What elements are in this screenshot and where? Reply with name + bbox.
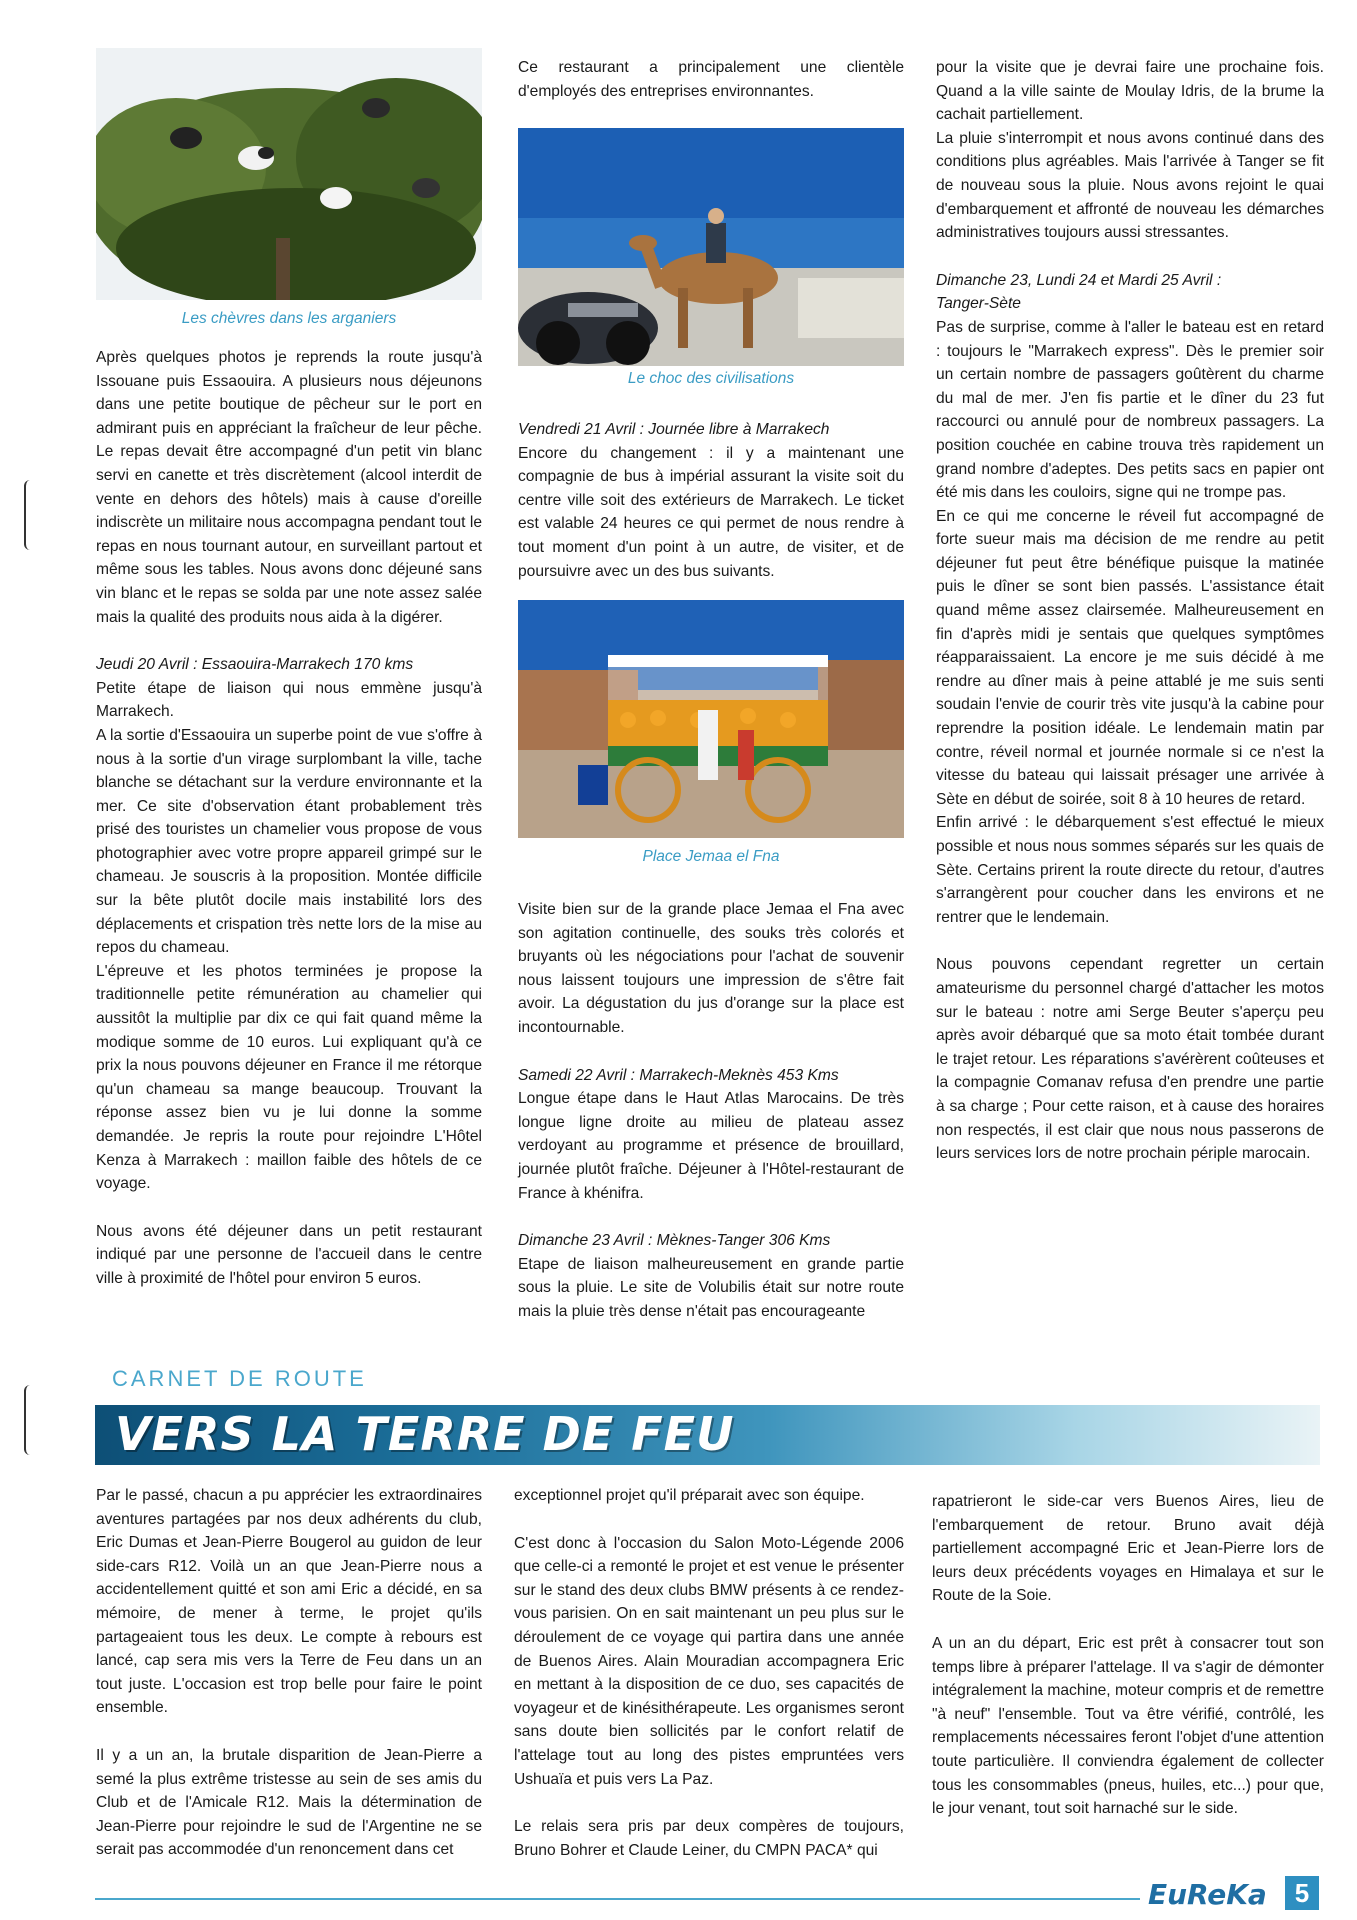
section-banner [95,1405,1320,1465]
photo-camel-and-motorcycle [518,128,904,366]
section-heading: Samedi 22 Avril : Marrakech-Meknès 453 Kms [518,1066,839,1084]
column-3 [936,56,1324,1166]
magazine-logo: EuReKa [1148,1878,1267,1911]
caption-goats: Les chèvres dans les arganiers [181,310,397,327]
column-2-bottom [518,898,904,1324]
paragraph: C'est donc à l'occasion du Salon Moto-Légende 2006 que celle-ci a remonté le projet et est venue le présenter sur le stand des deux clubs BMW présents à ce rendez-vous parisien. On en sait maintenant un peu plus sur le déroulement de ce voyage qui partira dans une année de Buenos Aires. Alain Mouradian accompagnera Eric en mettant à la disposition de ce duo, ses capacités de voyageur et de kinésithérapeute. Les organismes seront sans doute bien sollicités par le confort relatif de l'attelage tout au long des pistes empruntées vers Ushuaïa et puis vers La Paz. [514,1534,904,1788]
paragraph: Il y a un an, la brutale disparition de Jean-Pierre a semé la plus extrême tristesse au sein de ses amis du Club et de l'Amicale R12. Mais la détermination de Jean-Pierre pour rejoindre le sud de l'Argentine ne se serait pas accommodée d'un renoncement dans cet [96,1746,482,1859]
paragraph: La pluie s'interrompit et nous avons continué dans des conditions plus agréables. Mais l'arrivée à Tanger se fit de nouveau sous la pluie. Nous avons rejoint le quai d'embarquement et affronté de nouveau les démarches administratives toujours aussi stressantes. [936,129,1324,242]
column-1 [96,346,482,1291]
paragraph: L'épreuve et les photos terminées je propose la traditionnelle petite rémunération au chamelier qui aussitôt la multiplie par dix ce qui fait quand même la modique somme de 10 euros. Lui expliquant qu'à ce prix la nous pouvons déjeuner en France il me rétorque qu'un chameau sa mange beaucoup. Trouvant la réponse assez bien vu je lui donne la somme demandée. Je repris la route pour rejoindre L'Hôtel Kenza à Marrakech : maillon faible des hôtels de ce voyage. [96,962,482,1193]
section-heading: Jeudi 20 Avril : Essaouira-Marrakech 170 kms [96,656,414,674]
caption-square: Place Jemaa el Fna [642,848,780,865]
binder-mark [24,480,32,550]
paragraph: Etape de liaison malheureusement en grande partie sous la pluie. Le site de Volubilis était sur notre route mais la pluie très dense n'était pas encourageante [518,1255,904,1320]
section-heading: Dimanche 23, Lundi 24 et Mardi 25 Avril : [936,271,1222,289]
bottom-column-3 [932,1490,1324,1821]
bottom-column-2 [514,1484,904,1862]
paragraph: Par le passé, chacun a pu apprécier les extraordinaires aventures partagées par nos deux adhérents du club, Eric Dumas et Jean-Pierre Bougerol au guidon de leur side-cars R12. Voilà un an que Jean-Pierre nous a accidentellement quitté et son ami Eric a décidé, en sa mémoire, de mener à terme, le projet qu'ils partageaient tous les deux. Le compte à rebours est lancé, cap sera mis vers la Terre de Feu dans un an tout juste. L'occasion est trop belle pour faire le point ensemble. [96,1487,482,1717]
paragraph: Après quelques photos je reprends la route jusqu'à Issouane puis Essaouira. A plusieurs nous déjeunons dans une petite boutique de pêcheur sur le port en admirant puis en appréciant la fraîcheur de leur pêche. Le repas devait être accompagné d'un petit vin blanc servi en canette et très discrètement (alcool interdit de vente en dehors des hôtels) mais à cause d'oreille indiscrète un militaire nous accompagna pendant tout le repas en nous tournant autour, en surveillant partout et même sous les tables. Nous avons donc déjeuné sans vin blanc et le repas se solda par une note assez salée mais la qualité des produits nous aida à la digérer. [96,349,482,626]
section-heading: Vendredi 21 Avril : Journée libre à Marrakech [518,421,830,438]
paragraph: Nous pouvons cependant regretter un certain amateurisme du personnel chargé d'attacher les motos sur le bateau : notre ami Serge Beuter s'aperçu peu après avoir débarqué que sa moto était tombée durant le trajet retour. Les réparations s'avérèrent coûteuses et la compagnie Comanav refusa d'en prendre une partie à sa charge ; Pour cette raison, et à cause des horaires non respectés, il est clair que nous nous passerons de leurs services lors de notre prochain périple marocain. [936,956,1324,1163]
footer-rule [95,1898,1140,1900]
paragraph: rapatrieront le side-car vers Buenos Aires, lieu de l'embarquement de retour. Bruno avait déjà partiellement accompagné Eric et Jean-Pierre lors de leurs deux précédents voyages en Himalaya et sur le Route de la Soie. [932,1493,1324,1605]
paragraph: En ce qui me concerne le réveil fut accompagné de forte sueur mais ma décision de me rendre au petit déjeuner fut peut être bénéfique puisque la matinée puis le dîner se sont bien passés. L'assistance était quand même assez clairsemée. Malheureusement en fin d'après midi je sentais que quelques symptômes réapparaissaient. La encore je me suis décidé à me rendre au dîner mais à peine attablé je me suis senti soudain l'envie de courir très vite jusqu'à la cabine pour reprendre la position idéale. Le lendemain matin par contre, réveil normal et journée normale si ce n'est la vitesse du bateau qui laissait présager une arrivée à Sète en début de soirée, soit 8 à 10 heures de retard. [936,507,1324,808]
paragraph: Pas de surprise, comme à l'aller le bateau est en retard : toujours le "Marrakech express". Dès le premier soir un certain nombre de passagers goûtèrent du charme du mal de mer. J'en fis partie et le dîner du 23 fut raccourci ou annulé pour de nombreux passagers. La position couchée en cabine trouva très rapidement un grand nombre d'adeptes. Des petits sacs en papier ont été mis dans les couloirs, signe qui ne trompe pas. [936,318,1324,502]
section-label: CARNET DE ROUTE [112,1366,367,1391]
goats-illustration [96,48,482,300]
paragraph: exceptionnel projet qu'il préparait avec son équipe. [514,1487,865,1504]
section-heading: Dimanche 23 Avril : Mèknes-Tanger 306 Kms [518,1232,831,1250]
page-number: 5 [1285,1876,1319,1910]
section-heading: Tanger-Sète [936,295,1021,313]
column-2-top [518,56,904,103]
photo-goats-in-argan-trees [96,48,482,300]
paragraph: pour la visite que je devrai faire une prochaine fois. Quand a la ville sainte de Moulay Idris, de la brume la cachait partiellement. [936,59,1324,124]
paragraph: Longue étape dans le Haut Atlas Marocains. De très longue ligne droite au milieu de plateau assez verdoyant au programme et présence de brouillard, journée plutôt fraîche. Déjeuner à l'Hôtel-restaurant de France à khénifra. [518,1090,904,1202]
paragraph: Le relais sera pris par deux compères de toujours, Bruno Bohrer et Claude Leiner, du CMPN PACA* qui [514,1818,904,1859]
photo-jemaa-el-fna-square [518,600,904,838]
paragraph: Enfin arrivé : le débarquement s'est effectué le mieux possible et nous nous sommes séparés sur les quais de Sète. Certains prirent la route directe du retour, d'autres s'arrangèrent pour coucher dans les environs et ne rentrer que le lendemain. [936,814,1324,926]
paragraph: A la sortie d'Essaouira un superbe point de vue s'offre à nous à la sortie d'un virage surplombant la ville, tache blanche se détachant sur la verdure environnante et la mer. Ce site d'observation étant probablement très prisé des touristes un chamelier vous propose de vous photographier avec votre propre appareil grimpé sur le chameau. Je souscris à la proposition. Montée difficile sur la bête plutôt docile mais instabilité lors des déplacements et crispation très nette lors de la mise au repos du chameau. [96,726,482,957]
camel-illustration [518,128,904,366]
paragraph: Ce restaurant a principalement une clientèle d'employés des entreprises environnantes. [518,59,904,100]
column-2-mid [518,418,904,583]
square-illustration [518,600,904,838]
paragraph: Encore du changement : il y a maintenant une compagnie de bus à impérial assurant la visite soit du centre ville soit des extérieurs de Marrakech. Le ticket est valable 24 heures ce qui permet de nous rendre à tout moment d'un point à un autre, de visiter, et de poursuivre avec un des bus suivants. [518,444,904,580]
caption-camel: Le choc des civilisations [627,370,795,387]
paragraph: Petite étape de liaison qui nous emmène jusqu'à Marrakech. [96,679,482,721]
bottom-column-1 [96,1484,482,1862]
paragraph: Nous avons été déjeuner dans un petit restaurant indiqué par une personne de l'accueil dans le centre ville à proximité de l'hôtel pour environ 5 euros. [96,1222,482,1287]
section-title: VERS LA TERRE DE FEU [115,1407,735,1461]
paragraph: A un an du départ, Eric est prêt à consacrer tout son temps libre à préparer l'attelage. Il va s'agir de démonter intégralement la machine, moteur compris et de remettre "à neuf" l'ensemble. Tout va être vérifié, contrôlé, les remplacements nécessaires feront l'objet d'une attention toute particulière. Il conviendra également de collecter tous les consommables (pneus, huiles, etc...) pour que, le jour venant, tout soit harnaché sur le side. [932,1634,1324,1818]
binder-mark [24,1385,32,1455]
paragraph: Visite bien sur de la grande place Jemaa el Fna avec son agitation continuelle, des souks très colorés et bruyants où les négociations pour l'achat de souvenir nous laissent toujours une impression de s'être fait avoir. La dégustation du jus d'orange sur la place est incontournable. [518,901,904,1036]
